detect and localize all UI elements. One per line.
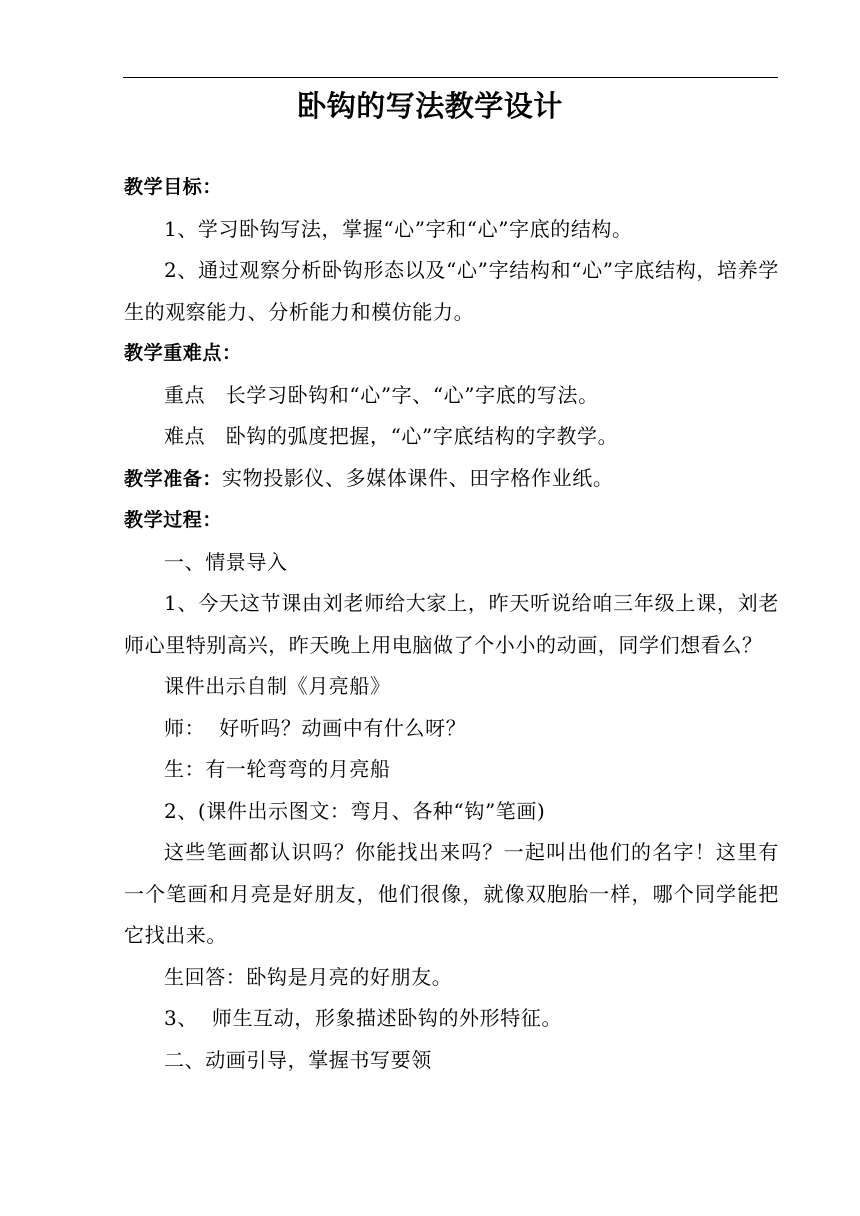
paragraph: 3、 师生互动，形象描述卧钩的外形特征。 — [164, 1006, 563, 1030]
step-1-title: 一、情景导入 — [164, 549, 288, 574]
process-heading: 教学过程： — [124, 509, 223, 531]
preparation-text: 实物投影仪、多媒体课件、田字格作业纸。 — [222, 465, 614, 490]
step-2-title: 二、动画引导，掌握书写要领 — [164, 1047, 432, 1072]
preparation-label: 教学准备： — [124, 467, 223, 490]
difficulty: 难点 卧钩的弧度把握，“心”字底结构的字教学。 — [164, 424, 619, 448]
objective-1: 1、学习卧钩写法，掌握“心”字和“心”字底的结构。 — [164, 216, 633, 241]
objective-2: 2、通过观察分析卧钩形态以及“心”字结构和“心”字底结构，培养学生的观察能力、分析能力和模仿能力。 — [124, 258, 779, 324]
paragraph: 生回答：卧钩是月亮的好朋友。 — [164, 964, 453, 989]
key-points-heading: 教学重难点： — [124, 342, 242, 364]
document-title: 卧钩的写法教学设计 — [297, 89, 563, 123]
preparation-line — [124, 458, 779, 501]
paragraph: 这些笔画都认识吗？你能找出来吗？一起叫出他们的名字！这里有一个笔画和月亮是好朋友，他们很像，就像双胞胎一样，哪个同学能把它找出来。 — [124, 840, 779, 947]
paragraph: 1、今天这节课由刘老师给大家上，昨天听说给咱三年级上课，刘老师心里特别高兴，昨天晚上用电脑做了个小小的动画，同学们想看么？ — [124, 591, 779, 657]
paragraph: 课件出示自制《月亮船》 — [164, 674, 391, 698]
paragraph: 2、(课件出示图文：弯月、各种“钩”笔画) — [164, 798, 546, 823]
objectives-heading: 教学目标： — [124, 176, 223, 198]
paragraph: 师： 好听吗？动画中有什么呀？ — [164, 715, 467, 740]
key-point: 重点 长学习卧钩和“心”字、“心”字底的写法。 — [164, 382, 599, 407]
header-rule — [123, 77, 778, 78]
paragraph: 生：有一轮弯弯的月亮船 — [164, 757, 391, 781]
document-body — [124, 167, 779, 1081]
